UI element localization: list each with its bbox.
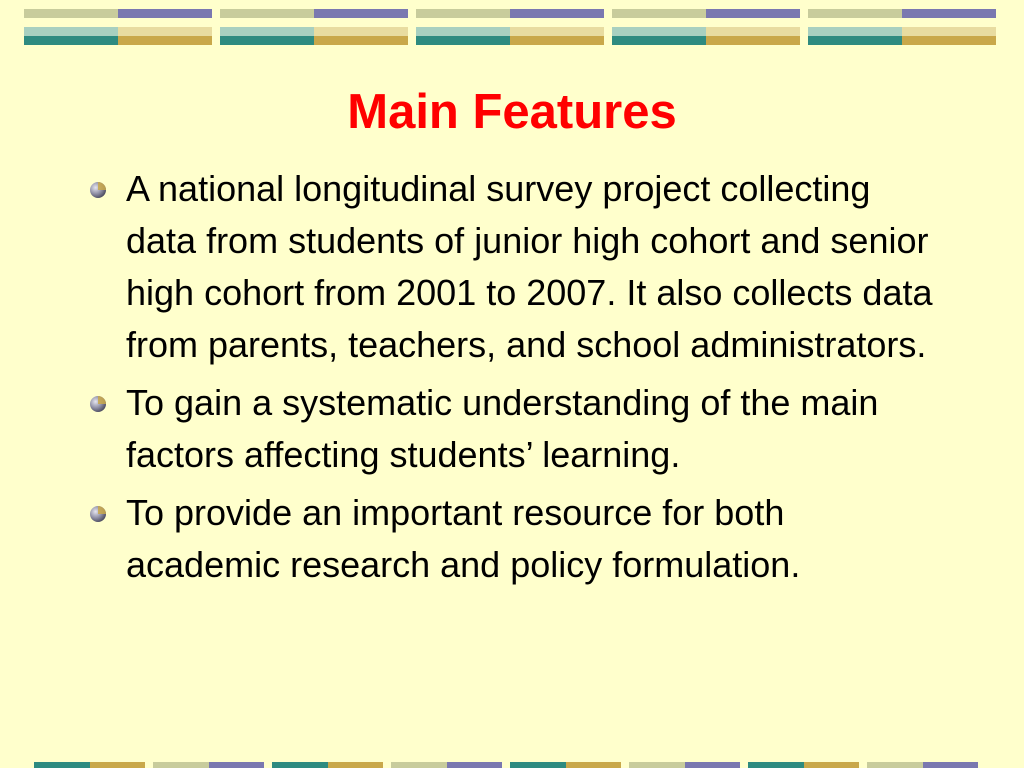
- bullet-item: [85, 487, 945, 591]
- strip-tile: [510, 762, 621, 768]
- banner-tile: [808, 9, 996, 45]
- banner-tile: [220, 9, 408, 45]
- bullet-item: [85, 377, 945, 481]
- strip-tile: [629, 762, 740, 768]
- gray-sphere-bullet-icon: [88, 180, 108, 200]
- bullet-text: A national longitudinal survey project collecting data from students of junior high cohort and senior high cohort from 2001 to 2007. It also collects data from parents, teachers, and school administrators.: [126, 168, 933, 365]
- strip-tile: [748, 762, 859, 768]
- gray-sphere-bullet-icon: [88, 394, 108, 414]
- bottom-decorative-strip: [34, 762, 978, 768]
- bullet-list: [85, 163, 945, 597]
- strip-tile: [34, 762, 145, 768]
- banner-tile: [416, 9, 604, 45]
- strip-tile: [272, 762, 383, 768]
- strip-tile: [867, 762, 978, 768]
- bullet-text: To gain a systematic understanding of the main factors affecting students’ learning.: [126, 382, 879, 475]
- banner-tile: [24, 9, 212, 45]
- strip-tile: [153, 762, 264, 768]
- gray-sphere-bullet-icon: [88, 504, 108, 524]
- slide-title: Main Features: [347, 85, 677, 139]
- banner-tile: [612, 9, 800, 45]
- bullet-text: To provide an important resource for both academic research and policy formulation.: [126, 492, 801, 585]
- strip-tile: [391, 762, 502, 768]
- bullet-item: [85, 163, 945, 371]
- top-decorative-banner: [24, 9, 996, 45]
